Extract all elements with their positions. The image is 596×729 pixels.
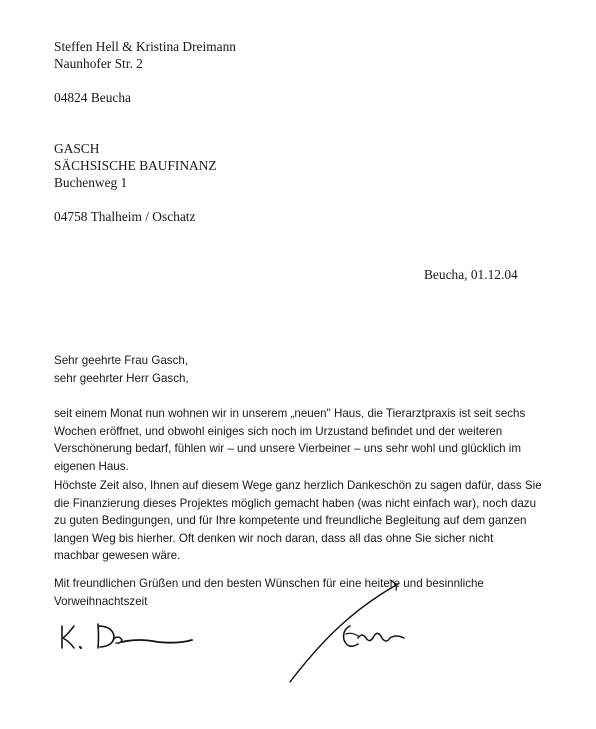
signature-right <box>286 578 436 688</box>
body-paragraph-2 <box>54 477 542 565</box>
body-paragraph-1 <box>54 405 525 475</box>
sender-address <box>54 38 236 106</box>
salutation-line: Sehr geehrte Frau Gasch, <box>54 354 189 367</box>
paragraph-line: eigenen Haus. <box>54 459 129 473</box>
paragraph-line: machbar gewesen wäre. <box>54 549 181 562</box>
recipient-city: 04758 Thalheim / Oschatz <box>54 209 196 224</box>
salutation-line: sehr geehrter Herr Gasch, <box>54 371 189 385</box>
recipient-line-1: GASCH <box>54 141 100 156</box>
letter-date: Beucha, 01.12.04 <box>424 267 518 282</box>
paragraph-line: Wochen eröffnet, und obwohl einiges sich noch im Urzustand befindet und der weiteren <box>54 424 503 438</box>
signature-left <box>58 620 198 660</box>
sender-name: Steffen Hell & Kristina Dreimann <box>54 39 236 54</box>
paragraph-line: langen Weg bis hierher. Oft denken wir noch daran, dass all das ohne Sie sicher nicht <box>54 531 494 545</box>
closing-line: Mit freundlichen Grüßen und den besten Wünschen für eine heitere und besinnliche <box>54 577 484 590</box>
paragraph-line: Höchste Zeit also, Ihnen auf diesem Wege ganz herzlich Dankeschön zu sagen dafür, dass Sie <box>54 479 542 492</box>
closing-line: Vorweihnachtszeit <box>54 594 148 608</box>
paragraph-line: Verschönerung bedarf, fühlen wir – und unsere Vierbeiner – uns sehr wohl und glücklich im <box>54 442 522 455</box>
sender-city: 04824 Beucha <box>54 90 131 105</box>
paragraph-line: die Finanzierung dieses Projektes möglich gemacht haben (was nicht einfach war), noch dazu <box>54 496 537 510</box>
salutation <box>54 352 189 387</box>
recipient-street: Buchenweg 1 <box>54 175 128 190</box>
sender-street: Naunhofer Str. 2 <box>54 56 143 71</box>
paragraph-line: zu guten Bedingungen, und für Ihre kompetente und freundliche Begleitung auf dem ganzen <box>54 514 527 527</box>
recipient-line-2: SÄCHSISCHE BAUFINANZ <box>54 158 217 173</box>
paragraph-line: seit einem Monat nun wohnen wir in unserem „neuen" Haus, die Tierarztpraxis ist seit sechs <box>54 407 526 420</box>
recipient-address <box>54 140 217 225</box>
